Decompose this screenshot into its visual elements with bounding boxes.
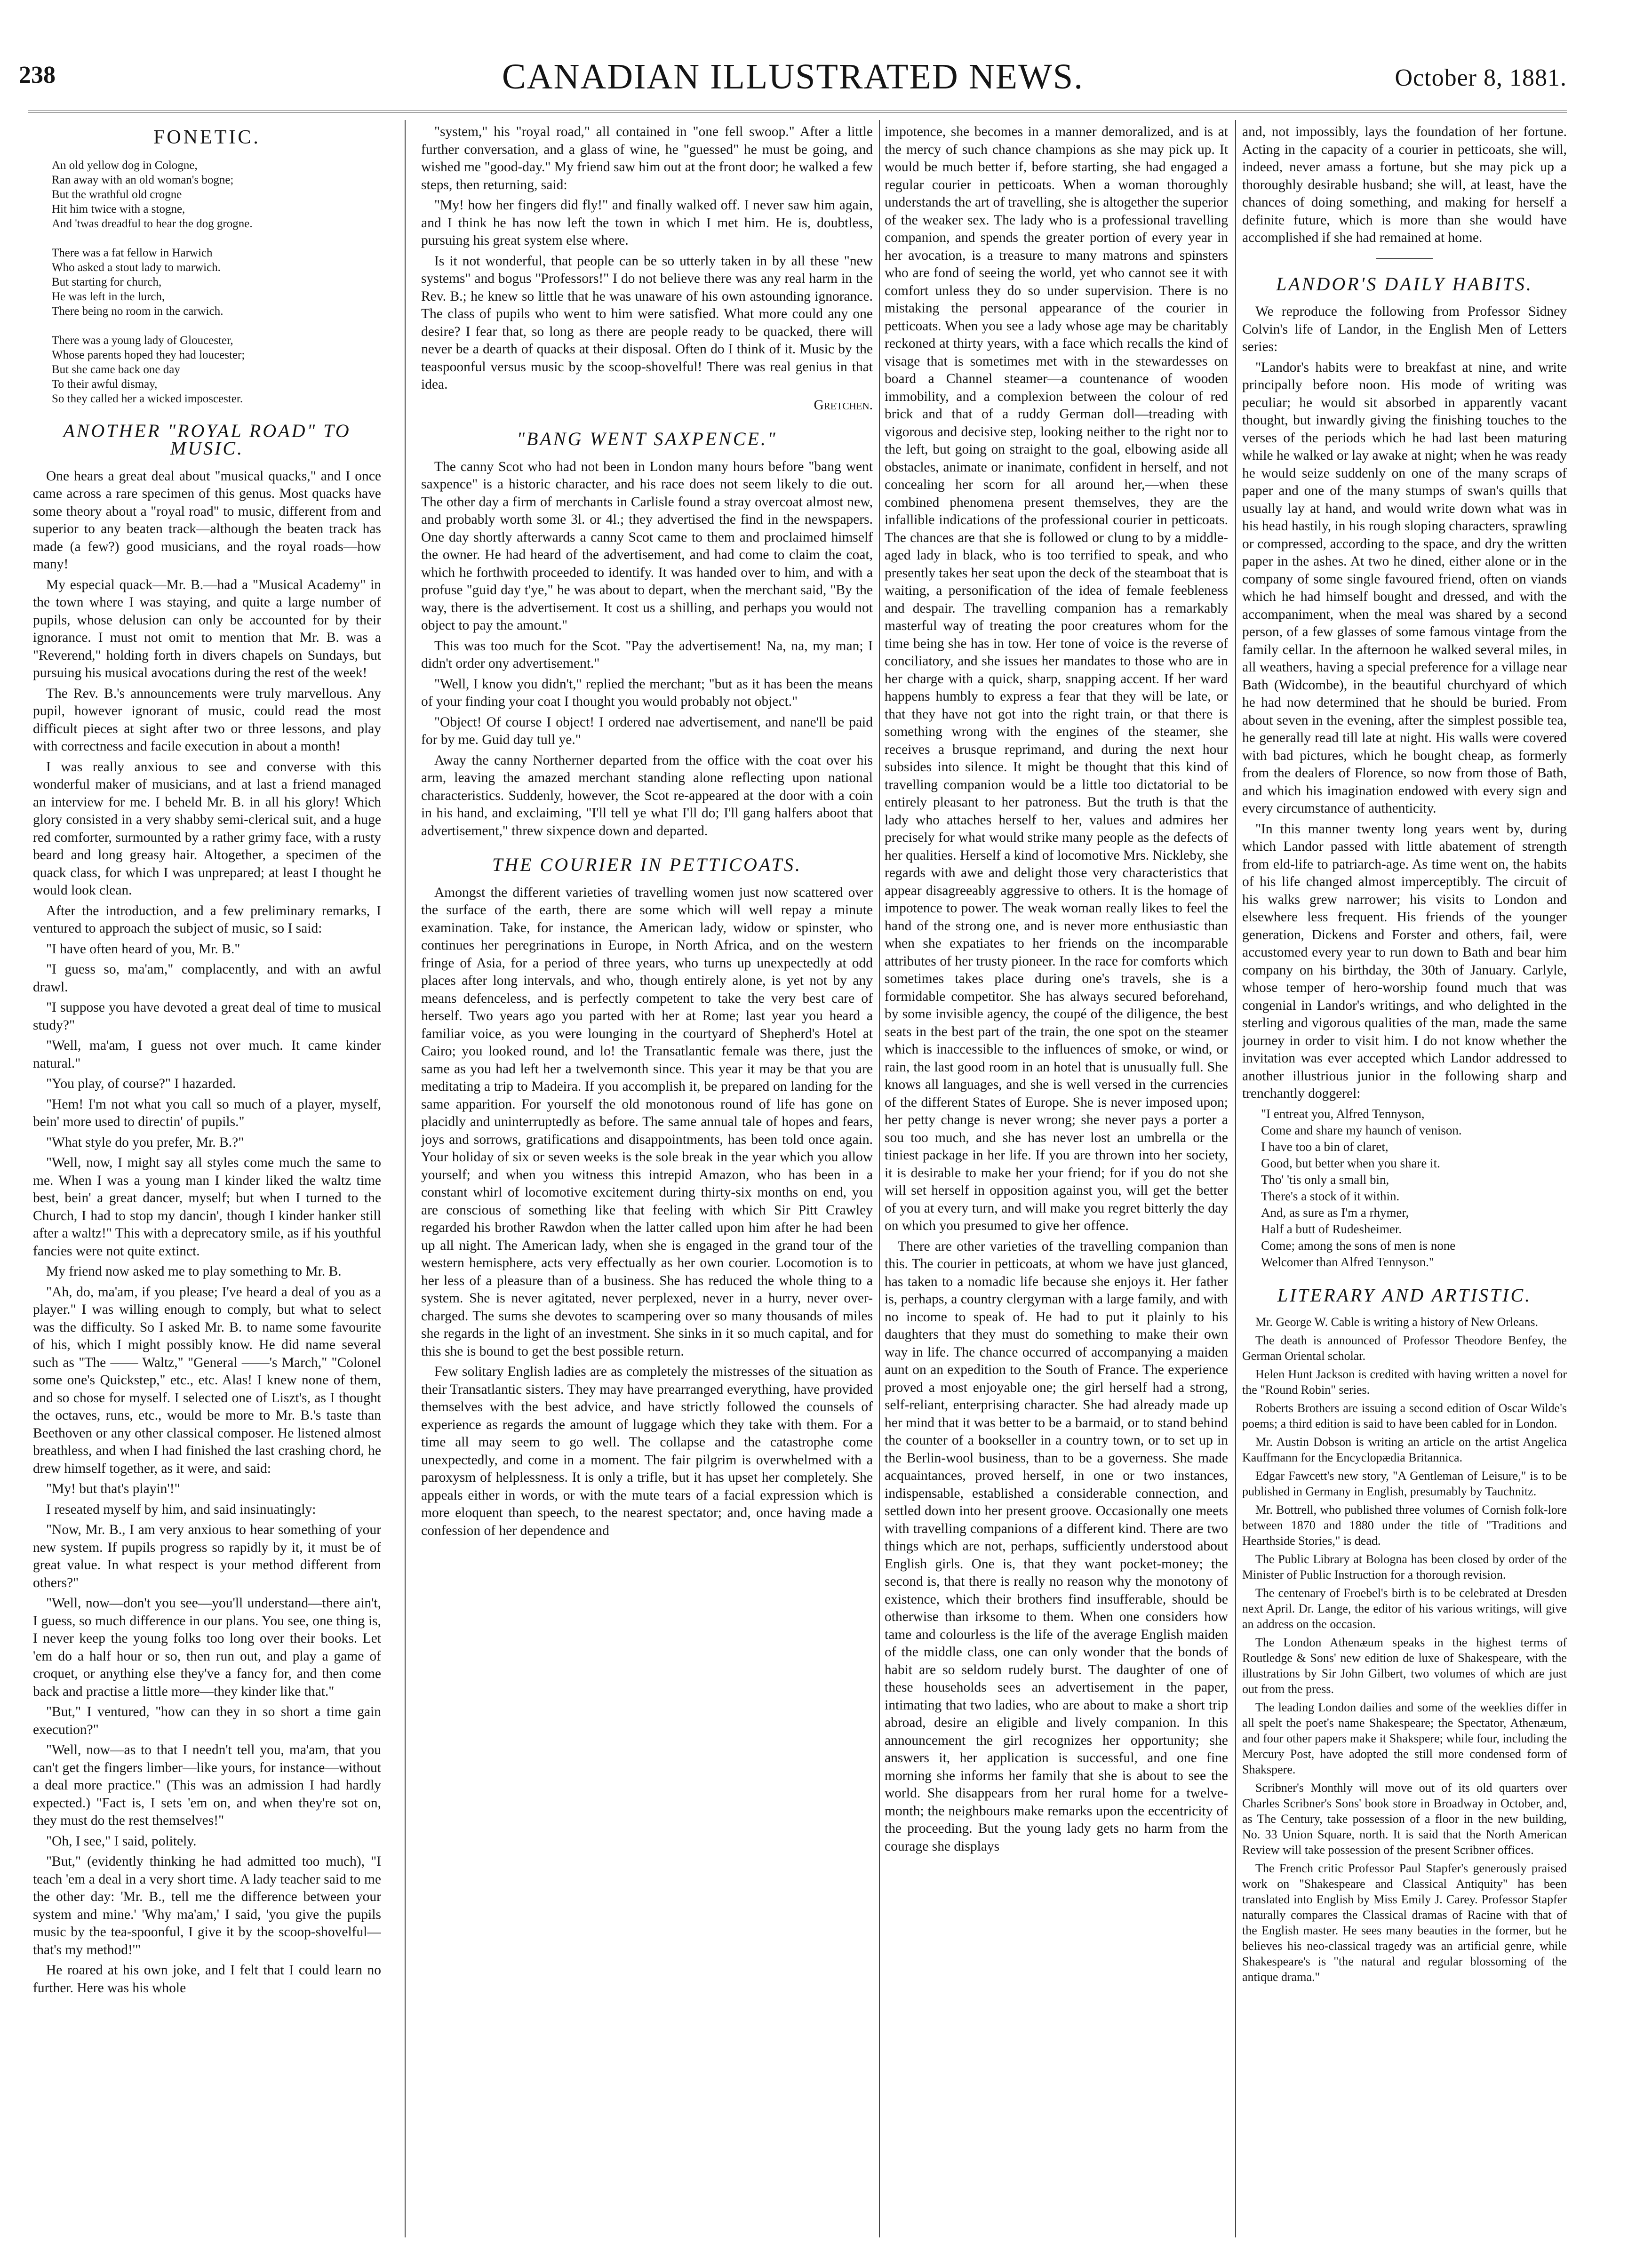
paragraph: "Hem! I'm not what you call so much of a player, myself, bein' more used to directin' of pupils." [33,1096,381,1129]
paragraph: "Landor's habits were to breakfast at nine, and write principally before noon. His mode of writing was peculiar; he would sit absorbed in apparently vacant thought, but inwardly giving the finishing touches to the verses of the periods which he had last been maturing while he walked or lay awake at night; when he was ready he would seize suddenly on one of the many scraps of paper and one of the many stumps of swan's quills that usually lay at hand, and would write down what was in his head hastily, in his rough sloping characters, sprawling or compressed, according to the space, and dry the written paper in the ashes. At two he dined, either alone or in the company of some single favoured friend, often on viands which he had himself bought and dressed, and with the accompaniment, when the meal was shared by a second person, of a few glasses of some famous vintage from the family cellar. In the afternoon he walked several miles, in all weathers, having a special preference for a village near Bath (Widcombe), in the beautiful churchyard of which he had now determined that he should be buried. From about seven in the evening, after the simplest possible tea, he generally read till late at night. His walls were covered with bad pictures, which he bought cheap, as formerly from the dealers of Florence, so now from those of Bath, and which his imagination endowed with every sign and every circumstance of authenticity. [1242,359,1567,816]
news-item: The death is announced of Professor Theodore Benfey, the German Oriental scholar. [1242,1334,1567,1363]
landor-poem: "I entreat you, Alfred Tennyson, Come and share my haunch of venison. I have too a bin of claret, Good, but better when you share it. Tho' 'tis only a small bin, There's a stock of it within. And, as sure as I'm a rhymer, Half a butt of Rudesheimer. Come; among the sons of men is none Welcomer than Alfred Tennyson." [1261,1106,1462,1269]
paragraph: "My! but that's playin'!" [46,1481,180,1496]
paragraph: My friend now asked me to play something to Mr. B. [46,1264,342,1279]
article-title-literary-and-artistic: LITERARY AND ARTISTIC. [1277,1284,1532,1306]
paragraph: "Well, now—don't you see—you'll understand—there ain't, I guess, so much difference in our plans. You see, one thing is, I never keep the young folks too long over their books. Let 'em do a half hour or so, then run out, and play a game of croquet, or anything else they've a fancy for, and then come back and practise a little more—they kinder like that." [33,1596,381,1699]
paragraph: "In this manner twenty long years went by, during which Landor passed with little abatement of strength from eld-life to patriarch-age. As time went on, the habits of his life changed almost imperceptibly. The circuit of his walks grew narrower; his visits to London and elsewhere less frequent. His friends of the younger generation, Dickens and Forster and others, fail, were accustomed every year to run down to Bath and bear him company on his birthday, the 30th of January. Carlyle, whose temper of hero-worship found much that was congenial in Landor's writings, and who delighted in the sterling and vigorous qualities of the man, made the same journey in order to visit him. I do not know whether the invitation was ever accepted which Landor addressed to another illustrious junior in the following sharp and trenchantly doggerel: [1242,821,1567,1101]
news-item: The French critic Professor Paul Stapfer's generously praised work on "Shakespeare and Classical Antiquity" has been translated into English by Miss Emily J. Carey. Professor Stapfer naturally compares the Classical dramas of Racine with that of the English master. He sees many beauties in the former, but he believes his neo-classical tragedy was an artificial genre, while Shakespeare's is "the natural and regular blossoming of the antique drama." [1242,1861,1567,1984]
news-item: The leading London dailies and some of the weeklies differ in all spelt the poet's name Shakespeare; the Spectator, Athenæum, and four other papers make it Shakspere; while four, including the Mercury Post, have adopted the still more condensed form of Shakspere. [1242,1701,1567,1776]
paragraph: "My! how her fingers did fly!" and finally walked off. I never saw him again, and I think he has now left the town in which I met him. He is, doubtless, pursuing his great system else where. [421,198,873,248]
paragraph: One hears a great deal about "musical quacks," and I once came across a rare specimen of this genus. Most quacks have some theory about a "royal road" to music, different from and superior to any beaten track—although the beaten track has made (a few?) good musicians, and the royal roads—how many! [33,468,381,572]
paragraph: "I suppose you have devoted a great deal of time to musical study?" [33,1000,381,1033]
paragraph: Is it not wonderful, that people can be so utterly taken in by all these "new systems" and bogus "Professors!" I do not believe there was any real harm in the Rev. B.; he knew so little that he was unaware of his own astounding ignorance. The class of pupils who went to him were satisfied. What more could any one desire? I fear that, so long as there are people ready to be quacked, there will never be a dearth of quacks at their disposal. Often do I think of it. Music by the teaspoonful versus music by the scoop-shovelful! There was real genius in that idea. [421,253,873,392]
page-number: 238 [19,62,56,88]
news-item: The London Athenæum speaks in the highest terms of Routledge & Sons' new edition de luxe of Shakespeare, with the illustrations by Sir John Gilbert, two volumes of which are just out from the press. [1242,1636,1567,1696]
paragraph: There are other varieties of the travelling companion than this. The courier in petticoats, at whom we have just glanced, has taken to a nomadic life because she enjoys it. Her father is, perhaps, a country clergyman with a large family, and with no income to speak of. He had to put it plainly to his daughters that they must do something to make their own way in life. The chance occurred of accompanying a maiden aunt on an expedition to the South of France. The experience proved a most enjoyable one; the girl herself had a strong, self-reliant, enterprising character. She had already made up her mind that it was better to be a barmaid, or to stand behind the counter of a bookseller in a country town, or to set up in the Berlin-wool business, than to be a governess. She made acquaintances, proved herself, in one or two instances, indispensable, established a considerable connection, and settled down into her present groove. Occasionally one meets with travelling companions of a different kind. There are two things which are not, perhaps, sufficiently understood about English girls. One is, that they want pocket-money; the second is, that there is really no reason why the monotony of existence, which their brothers find insufferable, should be otherwise than irksome to them. When one considers how tame and colourless is the life of the average English maiden of the middle class, one can only wonder that the bonds of habit are so seldom rudely burst. The daughter of one of these households sees an advertisement in the paper, intimating that two ladies, who are about to make a short trip abroad, desire an eligible and lively companion. In this announcement the girl recognizes her opportunity; she answers it, her application is successful, and one fine morning she informs her family that she is about to see the world. She disappears from her rural home for a twelve-month; the neighbours make remarks upon the eccentricity of the proceeding. But the young lady gets no harm from the courage she displays [885,1238,1228,1854]
paragraph: "Well, now, I might say all styles come much the same to me. When I was a young man I kinder liked the waltz time best, bein' a great dancer, myself; but when I turned to the Church, I had to stop my dancin', though I kinder hanker still after a waltz!" This with a deprecatory smile, as if his youthful fancies were not quite extinct. [33,1155,381,1259]
page-header [19,56,1567,108]
column-3 [885,123,1228,2241]
paragraph: impotence, she becomes in a manner demoralized, and is at the mercy of such chance champions as she may pick up. It would be much better if, before starting, she had engaged a regular courier in petticoats. When a woman thoroughly understands the art of travelling, she is altogether the superior of the weaker sex. The lady who is a professional travelling companion, and spends the greater portion of every year in her avocation, is a treasure to many matrons and spinsters who are fond of seeing the world, yet who cannot see it with comfort unless they do so under supervision. There is no mistaking the personal appearance of the courier in petticoats. When you see a lady whose age may be charitably reckoned at thirty years, with a face which recalls the kind of visage that is sometimes met with in the stewardesses on board a Channel steamer—a countenance of wooden immobility, and a complexion between the colour of red brick and that of a ruddy German doll—treading with vigorous and decisive step, looking neither to the right nor to the left, but going on straight to the goal, elbowing aside all obstacles, animate or inanimate, confident in herself, and not concealing her scorn for all around her,—when these combined phenomena present themselves, they are the infallible indications of the professional courier in petticoats. The chances are that she is followed or clung to by a middle-aged lady in black, who is too terrified to speak, and who presently takes her seat upon the deck of the steamboat that is waiting, a personification of the idea of female feebleness and despair. The travelling companion has a remarkably masterful way of treating the poor creatures whom for the time being she has in tow. Her tone of voice is the reverse of conciliatory, and she issues her mandates to those who are in her charge with a quick, sharp, snapping accent. If her ward happens humbly to express a fear that they will be late, or that they have not got into the right train, or that there is something wrong with the engines of the steamer, she receives a brusque reprimand, and during the next hour subsides into silence. It might be thought that this kind of travelling companion would be a little too dictatorial to be entirely pleasant to her patroness. But the truth is that the lady who attaches herself to her, values and admires her precisely for what would strike many people as the defects of her qualities. Herself a kind of locomotive Mrs. Nickleby, she regards with awe and delight those very characteristics that appear disagreeably aggressive to others. It is the homage of impotence to power. The weak woman really likes to feel the hand of the strong one, and is never more enthusiastic than when she expatiates to her friends on the incomparable attributes of her trusty pioneer. In the race for comforts which sometimes takes place during one's travels, she is a formidable competitor. She has always secured beforehand, by some invisible agency, the coupé of the diligence, the best seats in the best part of the train, the one spot on the steamer which is inaccessible to the influences of smoke, or wind, or rain, the last good room in an hotel that is unusually full. She knows all languages, and she is well versed in the currencies of the different States of Europe. She is never imposed upon; her petty change is never wrong; she never pays a porter a sou too much, and she has never lost an umbrella or the tiniest package in her life. If you are thrown into her society, it is desirable to make her your friend; for if you do not she will set herself in opposition against you, will get the better of you at every turn, and will make you regret bitterly the day on which you presumed to give her offence. [885,124,1228,1233]
section-divider [1376,258,1433,259]
paragraph: My especial quack—Mr. B.—had a "Musical Academy" in the town where I was staying, and quite a large number of pupils, whose delusion can only be accounted for by their ignorance. I must not omit to mention that Mr. B. was a "Reverend," holding forth in divers chapels on Sundays, but pursuing his musical avocations during the rest of the week! [33,577,381,680]
news-item: Edgar Fawcett's new story, "A Gentleman of Leisure," is to be published in Germany in English, presumably by Tauchnitz. [1242,1469,1567,1498]
issue-date: October 8, 1881. [1395,64,1567,91]
column-4 [1242,123,1567,2241]
header-rule [28,111,1567,112]
paragraph: "Well, I know you didn't," replied the merchant; "but as it has been the means of your finding your coat I thought you would probably not object." [421,676,873,709]
paragraph: "But," I ventured, "how can they in so short a time gain execution?" [33,1704,381,1737]
article-title-courier-in-petticoats: THE COURIER IN PETTICOATS. [492,854,802,875]
column-divider [405,120,406,2237]
paragraph: We reproduce the following from Professor Sidney Colvin's life of Landor, in the English Men of Letters series: [1242,304,1567,354]
column-divider [879,120,880,2237]
paragraph: After the introduction, and a few preliminary remarks, I ventured to approach the subject of music, so I said: [33,903,381,936]
paragraph: "Oh, I see," I said, politely. [46,1833,197,1849]
article-title-fonetic: FONETIC. [153,127,261,148]
paragraph: "I guess so, ma'am," complacently, and with an awful drawl. [33,962,381,995]
paragraph: "Well, now—as to that I needn't tell you, ma'am, that you can't get the fingers limber—like yours, for instance—without a deal more practice." (This was an admission I had hardly expected.) "Fact is, I sets 'em on, and when they're sot on, they must do the rest themselves!" [33,1742,381,1828]
paragraph: and, not impossibly, lays the foundation of her fortune. Acting in the capacity of a courier in petticoats, she will, indeed, never amass a fortune, but she may pick up a thoroughly desirable husband; she will, at least, have the chances of doing something, and making for herself a definite future, which is more than she would have accomplished if she had remained at home. [1242,124,1567,245]
paragraph: "system," his "royal road," all contained in "one fell swoop." After a little further conversation, and a glass of wine, he "guessed" he must be going, and wished me "good-day." My friend saw him out at the front door; he walked a few steps, then returning, said: [421,124,873,192]
author-signature: Gretchen. [814,397,873,413]
fonetic-poem: An old yellow dog in Cologne, Ran away with an old woman's bogne; But the wrathful old crogne Hit him twice with a stogne, And 'twas dreadful to hear the dog grogne. There was a fat fellow in Harwich Who asked a stout lady to marwich. But starting for church, He was left in the lurch, There being no room in the carwich. There was a young lady of Gloucester, Whose parents hoped they had loucester; But she came back one day To their awful dismay, So they called her a wicked imposcester. [52,159,253,405]
paragraph: "Ah, do, ma'am, if you please; I've heard a deal of you as a player." I was willing enough to comply, but what to select was the difficulty. So I asked Mr. B. to name some favourite of his, which I might possibly know. He did name several such as "The —— Waltz," "General ——'s March," "Colonel some one's Quickstep," etc., etc. Alas! I knew none of them, and so chose for myself. I selected one of Liszt's, as I thought the octaves, runs, etc., would be more to Mr. B.'s taste than Beethoven or any other classical composer. He listened almost breathless, and when I had finished the last crashing chord, he drew himself together, as it were, and said: [33,1284,381,1476]
news-item: Mr. George W. Cable is writing a history of New Orleans. [1255,1315,1539,1329]
paragraph: "Object! Of course I object! I ordered nae advertisement, and nane'll be paid for by me. Guid day tull ye." [421,714,873,747]
paragraph: "What style do you prefer, Mr. B.?" [46,1134,244,1150]
article-title-bang-went-saxpence: "BANG WENT SAXPENCE." [517,428,777,449]
paragraph: Amongst the different varieties of travelling women just now scattered over the surface of the earth, there are some which will well repay a minute examination. Take, for instance, the American lady, widow or spinster, who continues her peregrinations in Europe, in North Africa, and on the western fringe of Asia, for a period of three years, who turns up unexpectedly at odd places after long intervals, and who, though entirely alone, is yet not by any means defenceless, and is perfectly competent to take the very best care of herself. Two years ago you parted with her at Rome; last year you heard a familiar voice, as you were lounging in the courtyard of Shepherd's Hotel at Cairo; you looked round, and lo! the Transatlantic female was there, just the same as you had left her a twelvemonth since. This year it may be that you are meditating a trip to Madeira. If you accomplish it, be prepared on landing for the same apparition. For yourself the old monotonous round of life has gone on placidly and uninterruptedly as before. The same annual tale of hopes and fears, joys and sorrows, gratifications and disappointments, has been told once again. Your holiday of six or seven weeks is the sole break in the year which you allow yourself; and when you witness this intrepid Amazon, who has been in a constant whirl of locomotive excitement during thirty-six months on end, you are conscious of something like that feeling with which Sir Pitt Crawley regarded his brother Rawdon when the latter called upon him after he had been up all night. The American lady, when she is engaged in the grand tour of the western hemisphere, acts very effectually as her own courier. Locomotion is to her less of a pleasure than of a business. She has reduced the whole thing to a system. She is never agitated, never perplexed, never in a hurry, never over-charged. The sums she devotes to scampering over so many thousands of miles she regards in the light of an investment. She sinks in it so much capital, and for this she is bound to get the best possible return. [421,885,873,1359]
article-title-royal-road: ANOTHER "ROYAL ROAD" TO MUSIC. [63,420,351,459]
column-1 [33,123,381,2241]
paragraph: Few solitary English ladies are as completely the mistresses of the situation as their Transatlantic sisters. They may have prearranged everything, have provided themselves with the best advice, and have strictly followed the counsels of experience as regards the amount of luggage which they take with them. For a time all may seem to go well. The collapse and the catastrophe come unexpectedly, and come in a moment. The fair pilgrim is overwhelmed with a paroxysm of helplessness. It is only a trifle, but it has upset her completely. She appeals either in words, or with the mute tears of a facial expression which is more eloquent than speech, to the nearest spectator; and, once having made a confession of her dependence and [421,1364,873,1538]
paragraph: "Well, ma'am, I guess not over much. It came kinder natural." [33,1038,381,1071]
paragraph: This was too much for the Scot. "Pay the advertisement! Na, na, my man; I didn't order ony advertisement." [421,638,873,671]
paragraph: "You play, of course?" I hazarded. [46,1076,236,1091]
paragraph: Away the canny Northerner departed from the office with the coat over his arm, leaving the amazed merchant standing alone reflecting upon national characteristics. Suddenly, however, the Scot re-appeared at the door with a coin in his hand, and exclaiming, "I'll tell ye what I'll do; I'll gang halfers aboot that advertisement," threw sixpence down and departed. [421,752,873,839]
news-item: Roberts Brothers are issuing a second edition of Oscar Wilde's poems; a third edition is said to have been cabled for in London. [1242,1401,1567,1430]
news-item: Mr. Austin Dobson is writing an article on the artist Angelica Kauffmann for the Encyclopædia Britannica. [1242,1435,1567,1464]
news-item: The centenary of Froebel's birth is to be celebrated at Dresden next April. Dr. Lange, the editor of his various writings, will give an address on the occasion. [1242,1586,1567,1631]
news-item: Helen Hunt Jackson is credited with having written a novel for the "Round Robin" series. [1242,1367,1567,1397]
paragraph: I reseated myself by him, and said insinuatingly: [46,1501,316,1517]
news-item: The Public Library at Bologna has been closed by order of the Minister of Public Instruction for a thorough revision. [1242,1552,1567,1581]
column-divider [1235,120,1236,2237]
news-item: Scribner's Monthly will move out of its old quarters over Charles Scribner's Sons' book store in Broadway in October, and, as The Century, take possession of a floor in the new building, No. 33 Union Square, north. It is said that the North American Review will take possession of the present Scribner offices. [1242,1781,1567,1857]
paragraph: He roared at his own joke, and I felt that I could learn no further. Here was his whole [33,1963,381,1996]
news-item: Mr. Bottrell, who published three volumes of Cornish folk-lore between 1870 and 1880 under the title of "Traditions and Hearthside Stories," is dead. [1242,1503,1567,1548]
paragraph: "But," (evidently thinking he had admitted too much), "I teach 'em a deal in a very short time. A lady teacher said to me the other day: 'Mr. B., tell me the difference between your system and mine.' 'Why ma'am,' I said, 'you give the pupils music by the tea-spoonful, I give it by the scoop-shovelful—that's my method!'" [33,1854,381,1957]
paragraph: The Rev. B.'s announcements were truly marvellous. Any pupil, however ignorant of music, could read the most difficult pieces at sight after two or three lessons, and play with correctness and facile execution in about a month! [33,686,381,754]
paragraph: "I have often heard of you, Mr. B." [46,941,240,957]
masthead-title: CANADIAN ILLUSTRATED NEWS. [502,57,1084,96]
article-title-landors-daily-habits: LANDOR'S DAILY HABITS. [1276,273,1533,295]
column-2 [421,123,873,2241]
paragraph: I was really anxious to see and converse with this wonderful maker of musicians, and at last a friend managed an interview for me. I beheld Mr. B. in all his glory! Which glory consisted in a very shabby semi-clerical suit, and a huge red comforter, surmounted by a rather grimy face, with a rusty beard and long greasy hair. Altogether, a specimen of the quack class, for which I was unprepared; at least I thought he would look clean. [33,759,381,898]
paragraph: The canny Scot who had not been in London many hours before "bang went saxpence" is a historic character, and his race does not seem likely to die out. The other day a firm of merchants in Carlisle found a stray overcoat almost new, and probably worth some 3l. or 4l.; they advertised the find in the newspapers. One day shortly afterwards a canny Scot came to them and proclaimed himself the owner. He had heard of the advertisement, and had come to claim the coat, which he forthwith proceeded to identify. It was handed over to him, and with a profuse "guid day t'ye," he was about to depart, when the merchant said, "By the way, there is the advertisement. It cost us a shilling, and perhaps you would not object to pay the amount." [421,459,873,633]
paragraph: "Now, Mr. B., I am very anxious to hear something of your new system. If pupils progress so rapidly by it, it must be of great value. In what respect is your method different from others?" [33,1522,381,1590]
